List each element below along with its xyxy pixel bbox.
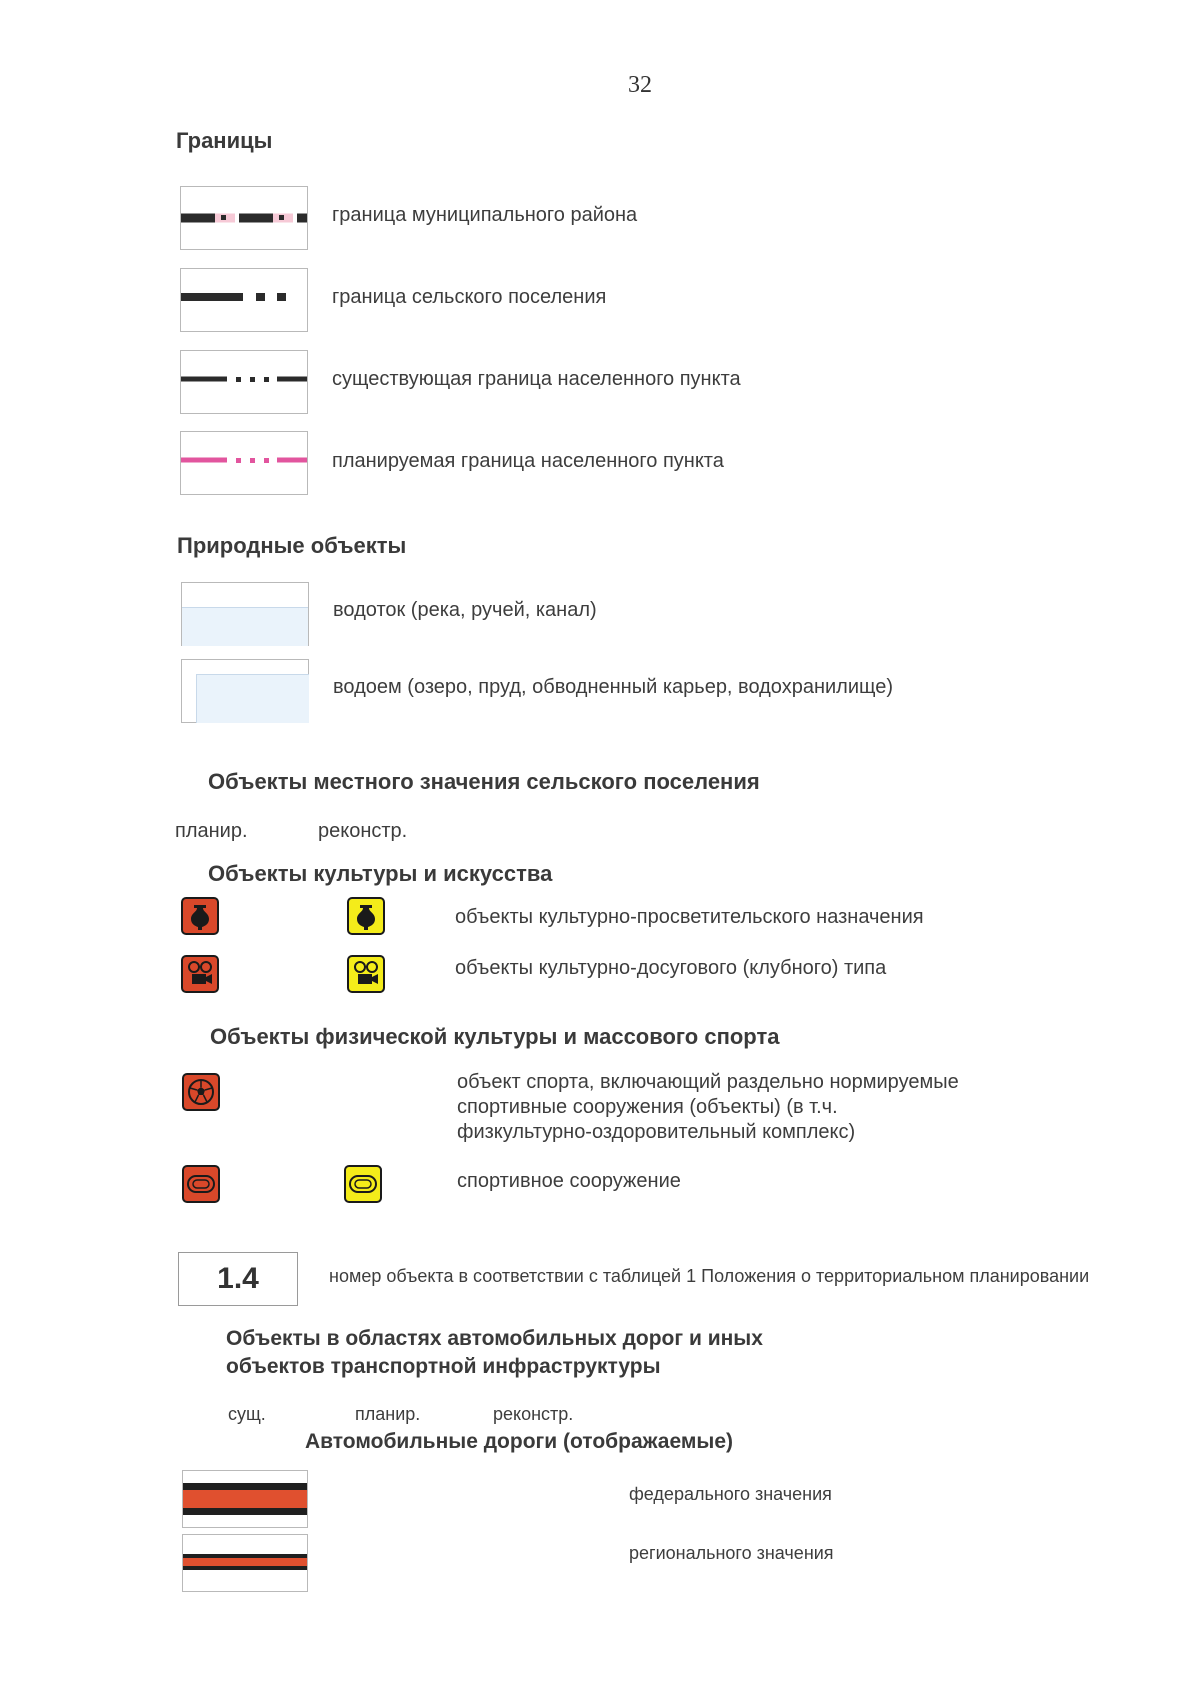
sport-complex-label-line2: спортивные сооружения (объекты) (в т.ч. — [457, 1096, 838, 1118]
vase-icon — [347, 897, 385, 935]
column-existing-label: сущ. — [228, 1404, 266, 1424]
municipal-boundary-line — [181, 187, 307, 249]
waterbody-symbol — [181, 659, 309, 723]
natural-label: водоем (озеро, пруд, обводненный карьер, водохранилище) — [333, 676, 894, 698]
existing-locality-boundary-symbol — [180, 350, 308, 414]
federal-road-line — [183, 1471, 307, 1527]
roads-heading-line2: объектов транспортной инфраструктуры — [226, 1355, 661, 1378]
existing-locality-boundary-line — [181, 351, 307, 413]
waterbody-fill — [196, 674, 309, 723]
settlement-boundary-line — [181, 269, 307, 331]
sport-heading: Объекты физической культуры и массового спорта — [210, 1024, 780, 1049]
culture-label: объекты культурно-досугового (клубного) типа — [455, 957, 887, 979]
road-label: федерального значения — [629, 1484, 832, 1504]
boundary-label: существующая граница населенного пункта — [332, 368, 741, 390]
sport-complex-label-line3: физкультурно-оздоровительный комплекс) — [457, 1121, 856, 1143]
road-label: регионального значения — [629, 1543, 834, 1563]
regional-road-line — [183, 1535, 307, 1591]
natural-label: водоток (река, ручей, канал) — [333, 599, 597, 621]
boundary-label: планируемая граница населенного пункта — [332, 450, 724, 472]
boundaries-heading: Границы — [176, 128, 273, 153]
boundary-label: граница сельского поселения — [332, 286, 607, 308]
roads-heading-line1: Объекты в областях автомобильных дорог и иных — [226, 1327, 763, 1350]
vase-icon — [181, 897, 219, 935]
stadium-icon — [182, 1165, 220, 1203]
planned-locality-boundary-symbol — [180, 431, 308, 495]
film-projector-icon — [347, 955, 385, 993]
culture-heading: Объекты культуры и искусства — [208, 861, 553, 886]
regional-road-symbol — [182, 1534, 308, 1592]
roads-subheading: Автомобильные дороги (отображаемые) — [305, 1430, 733, 1453]
culture-label: объекты культурно-просветительского назначения — [455, 906, 924, 928]
column-reconstructed-label: реконстр. — [493, 1404, 574, 1424]
local-objects-heading: Объекты местного значения сельского поселения — [208, 769, 760, 794]
object-number-sample: 1.4 — [178, 1252, 298, 1306]
column-planned-label: планир. — [355, 1404, 421, 1424]
object-number-label: номер объекта в соответствии с таблицей 1 Положения о территориальном планировании — [329, 1266, 1090, 1286]
sport-facility-label: спортивное сооружение — [457, 1170, 681, 1192]
column-planned-label: планир. — [175, 820, 248, 842]
watercourse-fill — [182, 607, 308, 646]
page-number: 32 — [628, 72, 652, 98]
soccer-ball-icon — [182, 1073, 220, 1111]
natural-heading: Природные объекты — [177, 533, 407, 558]
column-reconstructed-label: реконстр. — [318, 820, 408, 842]
watercourse-symbol — [181, 582, 309, 646]
federal-road-symbol — [182, 1470, 308, 1528]
stadium-icon — [344, 1165, 382, 1203]
settlement-boundary-symbol — [180, 268, 308, 332]
sport-complex-label-line1: объект спорта, включающий раздельно нормируемые — [457, 1071, 959, 1093]
film-projector-icon — [181, 955, 219, 993]
municipal-boundary-symbol — [180, 186, 308, 250]
planned-locality-boundary-line — [181, 432, 307, 494]
boundary-label: граница муниципального района — [332, 204, 638, 226]
